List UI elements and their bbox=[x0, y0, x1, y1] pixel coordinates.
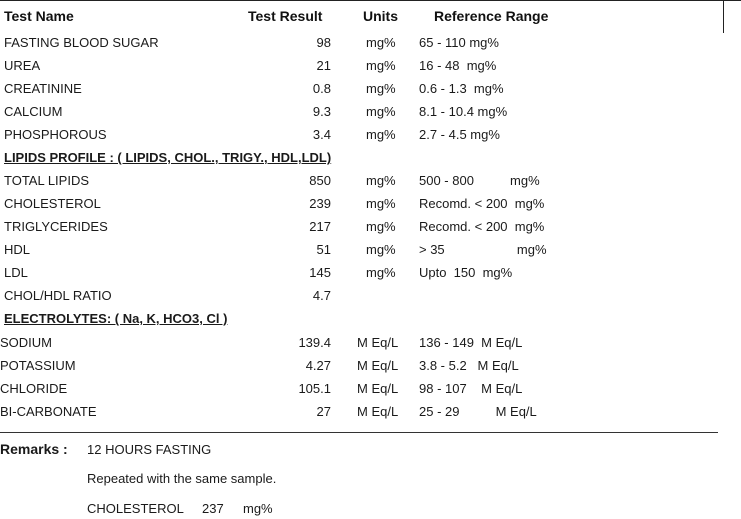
test-result: 0.8 bbox=[312, 81, 331, 96]
reference-range: Recomd. < 200 mg% bbox=[419, 196, 545, 211]
table-row bbox=[0, 334, 741, 357]
table-row bbox=[0, 218, 741, 241]
table-row bbox=[0, 287, 741, 310]
test-result: 27 bbox=[316, 404, 331, 419]
right-border bbox=[723, 0, 724, 33]
test-unit: M Eq/L bbox=[357, 404, 399, 419]
test-name: PHOSPHOROUS bbox=[4, 127, 107, 142]
test-result: 3.4 bbox=[312, 127, 331, 142]
test-result: 850 bbox=[309, 173, 331, 188]
test-unit: mg% bbox=[366, 35, 396, 50]
reference-range: 8.1 - 10.4 mg% bbox=[419, 104, 508, 119]
test-name: BI-CARBONATE bbox=[0, 404, 97, 419]
test-result: 105.1 bbox=[298, 381, 331, 396]
reference-range: 16 - 48 mg% bbox=[419, 58, 497, 73]
test-unit: mg% bbox=[366, 58, 396, 73]
header-test-result: Test Result bbox=[248, 8, 323, 24]
test-name: CHOLESTEROL bbox=[4, 196, 101, 211]
remarks-cholesterol-unit: mg% bbox=[243, 501, 273, 516]
test-unit: M Eq/L bbox=[357, 335, 399, 350]
test-name: FASTING BLOOD SUGAR bbox=[4, 35, 159, 50]
table-row bbox=[0, 34, 741, 57]
test-unit: M Eq/L bbox=[357, 381, 399, 396]
section-title-electrolytes: ELECTROLYTES: ( Na, K, HCO3, Cl ) bbox=[4, 311, 228, 326]
test-unit: mg% bbox=[366, 196, 396, 211]
test-name: CREATININE bbox=[4, 81, 82, 96]
table-row bbox=[0, 103, 741, 126]
remarks-cholesterol-value: 237 bbox=[202, 501, 224, 516]
test-result: 9.3 bbox=[312, 104, 331, 119]
table-row bbox=[0, 126, 741, 149]
table-row bbox=[0, 172, 741, 195]
remarks-label: Remarks : bbox=[0, 441, 68, 457]
test-result: 4.7 bbox=[312, 288, 331, 303]
section-title-lipids: LIPIDS PROFILE : ( LIPIDS, CHOL., TRIGY., HDL,LDL) bbox=[4, 150, 332, 165]
test-unit: mg% bbox=[366, 104, 396, 119]
table-row bbox=[0, 380, 741, 403]
table-row bbox=[0, 403, 741, 426]
test-result: 239 bbox=[309, 196, 331, 211]
test-unit: mg% bbox=[366, 127, 396, 142]
test-name: HDL bbox=[4, 242, 31, 257]
test-result: 21 bbox=[316, 58, 331, 73]
test-name: SODIUM bbox=[0, 335, 52, 350]
test-unit: M Eq/L bbox=[357, 358, 399, 373]
test-result: 4.27 bbox=[305, 358, 331, 373]
reference-range: 25 - 29 M Eq/L bbox=[419, 404, 537, 419]
test-name: POTASSIUM bbox=[0, 358, 76, 373]
remarks-line-repeated: Repeated with the same sample. bbox=[87, 471, 277, 486]
test-name: CHLORIDE bbox=[0, 381, 68, 396]
test-name: CHOL/HDL RATIO bbox=[4, 288, 112, 303]
table-row bbox=[0, 357, 741, 380]
table-row bbox=[0, 195, 741, 218]
table-row bbox=[0, 80, 741, 103]
test-unit: mg% bbox=[366, 219, 396, 234]
test-name: TOTAL LIPIDS bbox=[4, 173, 90, 188]
test-result: 217 bbox=[309, 219, 331, 234]
reference-range: 65 - 110 mg% bbox=[419, 35, 499, 50]
test-name: CALCIUM bbox=[4, 104, 63, 119]
test-name: TRIGLYCERIDES bbox=[4, 219, 108, 234]
reference-range: 3.8 - 5.2 M Eq/L bbox=[419, 358, 519, 373]
table-row bbox=[0, 264, 741, 287]
test-unit: mg% bbox=[366, 265, 396, 280]
table-row bbox=[0, 57, 741, 80]
header-test-name: Test Name bbox=[4, 8, 74, 24]
test-unit: mg% bbox=[366, 81, 396, 96]
reference-range: 0.6 - 1.3 mg% bbox=[419, 81, 504, 96]
remarks-line-fasting: 12 HOURS FASTING bbox=[87, 442, 212, 457]
test-result: 145 bbox=[309, 265, 331, 280]
header-units: Units bbox=[363, 8, 398, 24]
test-unit: mg% bbox=[366, 242, 396, 257]
reference-range: 98 - 107 M Eq/L bbox=[419, 381, 523, 396]
reference-range: Recomd. < 200 mg% bbox=[419, 219, 545, 234]
reference-range: 2.7 - 4.5 mg% bbox=[419, 127, 500, 142]
test-name: LDL bbox=[4, 265, 28, 280]
test-result: 51 bbox=[316, 242, 331, 257]
test-name: UREA bbox=[4, 58, 41, 73]
reference-range: > 35 mg% bbox=[419, 242, 547, 257]
reference-range: 500 - 800 mg% bbox=[419, 173, 540, 188]
table-row bbox=[0, 241, 741, 264]
header-reference-range: Reference Range bbox=[434, 8, 549, 24]
remarks-cholesterol-name: CHOLESTEROL bbox=[87, 501, 184, 516]
reference-range: Upto 150 mg% bbox=[419, 265, 513, 280]
remarks-separator bbox=[0, 432, 718, 433]
top-border bbox=[0, 0, 741, 1]
test-unit: mg% bbox=[366, 173, 396, 188]
reference-range: 136 - 149 M Eq/L bbox=[419, 335, 523, 350]
test-result: 98 bbox=[316, 35, 331, 50]
test-result: 139.4 bbox=[298, 335, 331, 350]
